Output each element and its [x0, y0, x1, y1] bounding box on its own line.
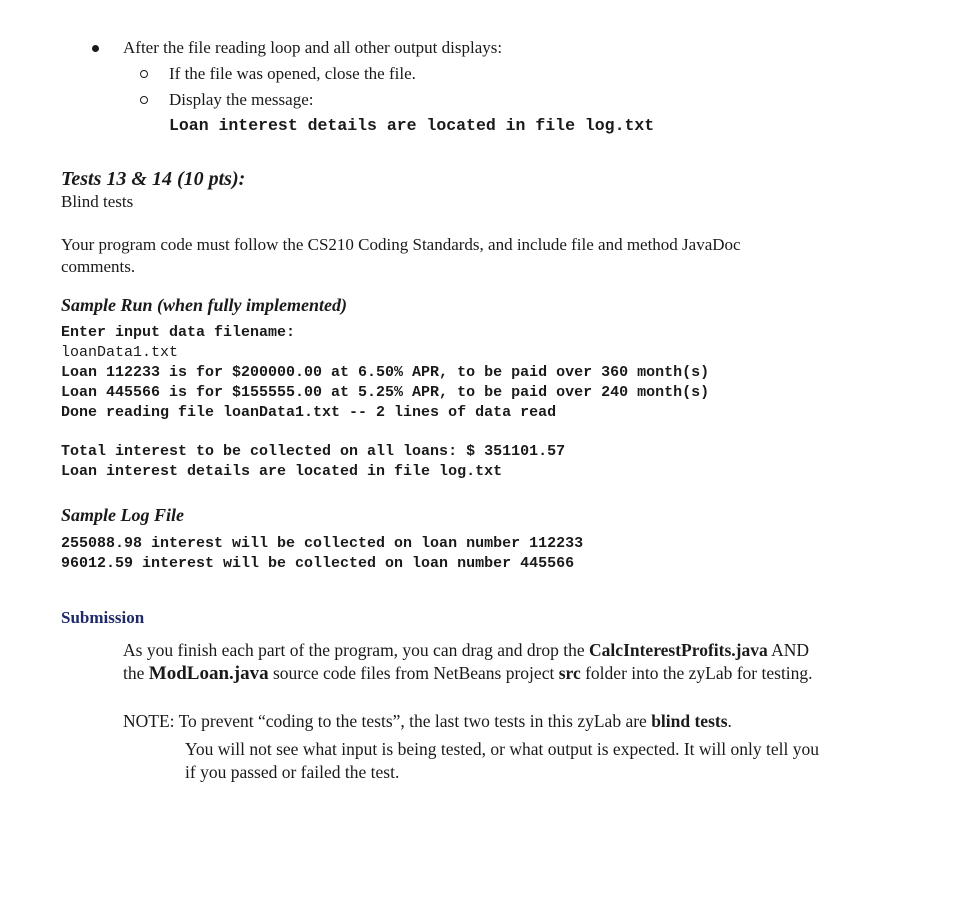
note-text: NOTE: To prevent “coding to the tests”, the last two tests in this zyLab are [123, 711, 652, 731]
sample-run-line: Loan 112233 is for $200000.00 at 6.50% APR, to be paid over 360 month(s) [61, 364, 710, 381]
note-text: . [727, 711, 732, 731]
bullet-sub2-text: Display the message: [169, 90, 314, 109]
submission-p1-line2 [123, 663, 813, 684]
sample-run-line [61, 423, 709, 442]
note-line2: You will not see what input is being tested, or what output is expected. It will only tell you [185, 739, 819, 759]
bullet-main-text: After the file reading loop and all other output displays: [123, 38, 503, 57]
sample-run-line: Total interest to be collected on all loans: $ 351101.57 [61, 443, 566, 460]
blind-tests-text: blind tests [651, 711, 728, 731]
note-line1 [123, 711, 732, 731]
submission-text: As you finish each part of the program, you can drag and drop the [123, 640, 590, 660]
sample-run-line: Enter input data filename: [61, 324, 296, 341]
tests-heading: Tests 13 & 14 (10 pts): [61, 168, 246, 190]
modloan-file: ModLoan.java [148, 663, 269, 684]
sample-log-line: 96012.59 interest will be collected on loan number 445566 [61, 555, 575, 572]
note-line3: if you passed or failed the test. [185, 762, 400, 782]
sample-log-code-block [61, 534, 583, 574]
submission-text: source code files from NetBeans project [268, 663, 559, 683]
sample-log-line: 255088.98 interest will be collected on loan number 112233 [61, 535, 584, 552]
sample-run-heading: Sample Run (when fully implemented) [61, 295, 348, 315]
bullet-circle-icon [140, 70, 148, 78]
bullet-sub1-text: If the file was opened, close the file. [169, 64, 416, 83]
sample-log-heading: Sample Log File [61, 505, 184, 525]
sample-run-line: Loan 445566 is for $155555.00 at 5.25% APR, to be paid over 240 month(s) [61, 384, 710, 401]
sample-run-code-block [61, 323, 709, 482]
submission-text: the [123, 663, 149, 683]
sample-run-line: loanData1.txt [61, 344, 179, 361]
submission-text: folder into the zyLab for testing. [580, 663, 813, 683]
standards-line1: Your program code must follow the CS210 Coding Standards, and include file and method JavaDoc [61, 235, 741, 254]
src-folder: src [558, 663, 581, 683]
calc-interest-file: CalcInterestProfits.java [589, 640, 768, 660]
submission-p1-line1 [123, 640, 809, 660]
standards-line2: comments. [61, 257, 136, 276]
bullet-circle-icon [140, 96, 148, 104]
sample-run-line: Loan interest details are located in file log.txt [61, 463, 503, 480]
submission-heading: Submission [61, 608, 145, 627]
submission-text: AND [767, 640, 810, 660]
message-code: Loan interest details are located in file log.txt [169, 116, 655, 135]
sample-run-line: Done reading file loanData1.txt -- 2 lines of data read [61, 404, 557, 421]
bullet-dot-icon [92, 45, 99, 52]
tests-text: Blind tests [61, 192, 134, 211]
